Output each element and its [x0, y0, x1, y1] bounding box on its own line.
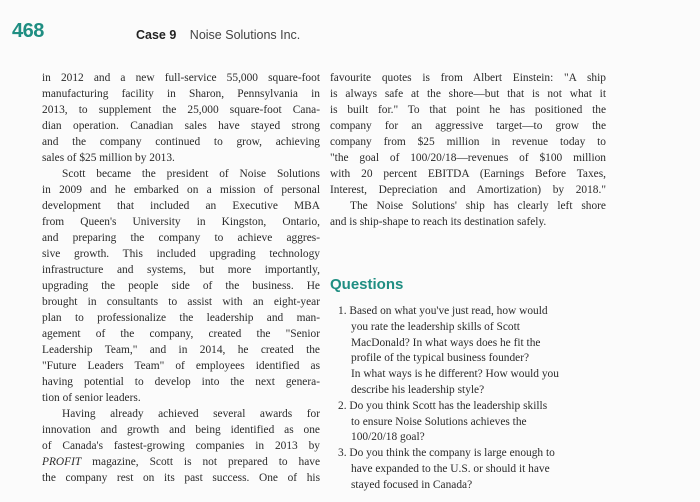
text-line: in 2012 and a new full-service 55,000 square-foot [42, 72, 320, 84]
question-line: MacDonald? In what ways does he fit the [351, 336, 541, 349]
text-line: Leadership Team," and in 2014, he created the [42, 344, 320, 356]
text-line: from Queen's University in Kingston, Ontario, [42, 216, 320, 228]
text-line: tion of senior leaders. [42, 392, 141, 404]
question-line: 1. Based on what you've just read, how would [338, 305, 548, 317]
question-line: In what ways is he different? How would you [351, 368, 559, 381]
text-line: with 20 percent EBITDA (Earnings Before Taxes, [330, 168, 606, 180]
page-number: 468 [12, 20, 44, 42]
question-line: stayed focused in Canada? [351, 478, 473, 491]
text-line-with-italic [42, 454, 320, 470]
text-line: company for an aggressive target—to grow the [330, 120, 606, 132]
text-line: brought in consultants to assist with an eight-year [42, 296, 320, 308]
text-line: dian operation. Canadian sales have stayed strong [42, 120, 320, 132]
text-line: development that included an Executive MBA [42, 200, 320, 212]
case-label: Case 9 [136, 28, 177, 42]
left-column [42, 70, 320, 486]
text-line: plan to professionalize the leadership and man- [42, 312, 320, 324]
text-line: of Canada's fastest-growing companies in 2013 by [42, 440, 320, 452]
case-title: Noise Solutions Inc. [189, 28, 301, 42]
question-line: 3. Do you think the company is large enough to [338, 447, 555, 460]
text-line: in 2009 and he embarked on a mission of personal [42, 184, 320, 196]
question-line: describe his leadership style? [351, 383, 485, 396]
text-line: having potential to develop into the next genera- [42, 376, 320, 388]
question-line: you rate the leadership skills of Scott [351, 320, 520, 333]
text-line: The Noise Solutions' ship has clearly left shore [350, 200, 606, 212]
text-line: the company rest on its past success. One of his [42, 472, 320, 484]
magazine-name: PROFIT [42, 456, 82, 468]
text-line-rest: magazine, Scott is not prepared to have [92, 456, 320, 468]
questions-list [338, 304, 628, 494]
question-line: to ensure Noise Solutions achieves the [351, 415, 527, 428]
text-line: "Future Leaders Team" of employees identified as [42, 360, 320, 372]
question-line: 100/20/18 goal? [351, 431, 425, 444]
text-line: agement of the company, created the "Senior [42, 328, 320, 340]
text-line: infrastructure and systems, but more importantly, [42, 264, 320, 276]
right-column [330, 70, 606, 230]
text-line: is built for." To that point he has positioned the [330, 104, 606, 116]
text-line: company from $25 million in revenue today to [330, 136, 606, 148]
text-line: Interest, Depreciation and Amortization) by 2018." [330, 184, 606, 196]
text-line: and the company continued to grow, achieving [42, 136, 320, 148]
text-line: favourite quotes is from Albert Einstein: "A ship [330, 72, 606, 84]
text-line: and preparing the company to achieve aggres- [42, 232, 320, 244]
question-line: 2. Do you think Scott has the leadership skills [338, 399, 548, 412]
text-line: manufacturing facility in Sharon, Pennsylvania in [42, 88, 320, 100]
running-head [136, 28, 300, 42]
text-line: upgrading the people side of the business. He [42, 280, 320, 292]
text-line: sales of $25 million by 2013. [42, 152, 175, 164]
text-line: sive growth. This included upgrading technology [42, 248, 320, 260]
text-line: is always safe at the shore—but that is not what it [330, 88, 606, 100]
question-line: have expanded to the U.S. or should it have [351, 462, 550, 475]
text-line: and is ship-shape to reach its destination safely. [330, 216, 547, 228]
text-line: "the goal of 100/20/18—revenues of $100 million [330, 152, 606, 164]
questions-heading: Questions [330, 276, 404, 293]
text-line: innovation and growth and being identified as one [42, 424, 320, 436]
text-line: Having already achieved several awards for [62, 408, 320, 420]
text-line: 2013, to supplement the 25,000 square-foot Cana- [42, 104, 320, 116]
text-line: Scott became the president of Noise Solutions [62, 168, 320, 180]
question-line: profile of the typical business founder? [351, 352, 530, 365]
